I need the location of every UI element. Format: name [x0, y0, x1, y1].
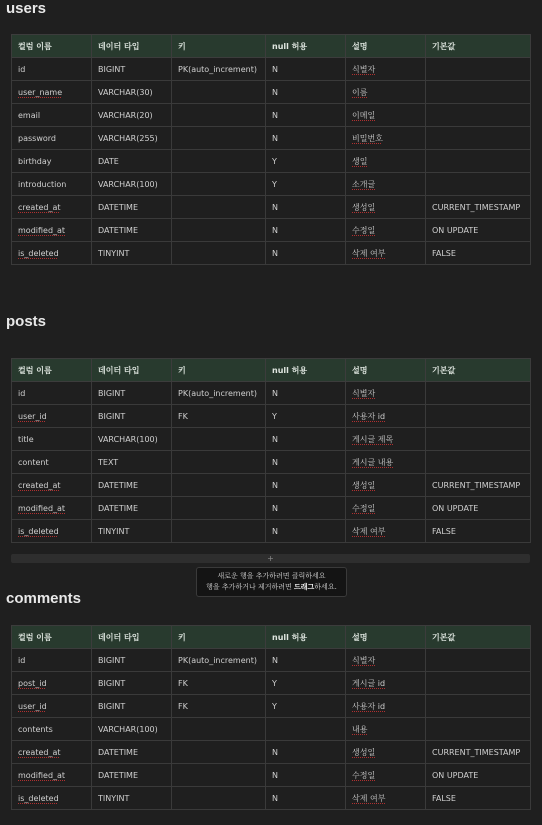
plus-icon: +: [267, 554, 274, 563]
cell-key[interactable]: [172, 672, 266, 695]
cell-description[interactable]: [346, 127, 426, 150]
cell-text: password: [18, 133, 56, 143]
cell-text: FALSE: [432, 526, 456, 536]
header-default-value[interactable]: 기본값: [426, 626, 531, 649]
cell-key[interactable]: [172, 150, 266, 173]
cell-key[interactable]: [172, 764, 266, 787]
cell-data-type[interactable]: [92, 764, 172, 787]
cell-description[interactable]: [346, 672, 426, 695]
cell-text: FALSE: [432, 793, 456, 803]
cell-text: N: [272, 248, 278, 258]
cell-text: N: [272, 434, 278, 444]
cell-column-name[interactable]: [12, 718, 92, 741]
header-column-name[interactable]: 컬럼 이름: [12, 626, 92, 649]
cell-description[interactable]: [346, 787, 426, 810]
cell-data-type[interactable]: [92, 672, 172, 695]
cell-text: 이메일: [352, 110, 376, 120]
header-description[interactable]: 설명: [346, 35, 426, 58]
cell-description[interactable]: [346, 695, 426, 718]
cell-text: VARCHAR(100): [98, 179, 158, 189]
cell-key[interactable]: [172, 428, 266, 451]
cell-text: N: [272, 110, 278, 120]
cell-key[interactable]: [172, 58, 266, 81]
cell-text: N: [272, 503, 278, 513]
cell-text: modified_at: [18, 225, 66, 235]
cell-text: BIGINT: [98, 64, 126, 74]
cell-description[interactable]: [346, 428, 426, 451]
cell-nullable[interactable]: [266, 497, 346, 520]
cell-data-type[interactable]: [92, 150, 172, 173]
table-row: [12, 474, 531, 497]
table-row: [12, 81, 531, 104]
cell-nullable[interactable]: [266, 474, 346, 497]
cell-column-name[interactable]: [12, 196, 92, 219]
cell-text: 식별자: [352, 655, 376, 665]
cell-default-value[interactable]: [426, 219, 531, 242]
cell-data-type[interactable]: [92, 649, 172, 672]
cell-text: VARCHAR(100): [98, 434, 158, 444]
table-row: [12, 764, 531, 787]
posts-title: posts: [6, 313, 47, 330]
cell-data-type[interactable]: [92, 520, 172, 543]
cell-data-type[interactable]: [92, 127, 172, 150]
cell-column-name[interactable]: [12, 58, 92, 81]
cell-data-type[interactable]: [92, 428, 172, 451]
cell-text: title: [18, 434, 34, 444]
cell-text: 수정일: [352, 503, 376, 513]
cell-key[interactable]: [172, 219, 266, 242]
cell-data-type[interactable]: [92, 219, 172, 242]
cell-text: modified_at: [18, 503, 66, 513]
cell-text: PK(auto_increment): [178, 388, 257, 398]
cell-text: CURRENT_TIMESTAMP: [432, 202, 521, 212]
cell-nullable[interactable]: [266, 405, 346, 428]
cell-description[interactable]: [346, 173, 426, 196]
cell-text: 소개글: [352, 179, 376, 189]
cell-default-value[interactable]: [426, 173, 531, 196]
header-nullable[interactable]: null 허용: [266, 359, 346, 382]
cell-default-value[interactable]: [426, 764, 531, 787]
cell-text: N: [272, 770, 278, 780]
cell-text: modified_at: [18, 770, 66, 780]
cell-text: Y: [272, 156, 277, 166]
cell-data-type[interactable]: [92, 741, 172, 764]
cell-text: N: [272, 202, 278, 212]
table-row: [12, 242, 531, 265]
cell-text: post_id: [18, 678, 47, 688]
cell-description[interactable]: [346, 219, 426, 242]
cell-description[interactable]: [346, 718, 426, 741]
cell-text: BIGINT: [98, 701, 126, 711]
header-row: [12, 359, 531, 382]
cell-text: introduction: [18, 179, 67, 189]
cell-text: N: [272, 480, 278, 490]
cell-description[interactable]: [346, 150, 426, 173]
cell-text: created_at: [18, 747, 61, 757]
cell-key[interactable]: [172, 787, 266, 810]
cell-key[interactable]: [172, 382, 266, 405]
cell-description[interactable]: [346, 649, 426, 672]
cell-text: DATETIME: [98, 770, 139, 780]
table-row: [12, 196, 531, 219]
cell-data-type[interactable]: [92, 718, 172, 741]
cell-text: BIGINT: [98, 655, 126, 665]
cell-default-value[interactable]: [426, 405, 531, 428]
cell-text: 게시글 내용: [352, 457, 394, 467]
cell-text: 비밀번호: [352, 133, 383, 143]
table-row: [12, 520, 531, 543]
cell-default-value[interactable]: [426, 382, 531, 405]
cell-text: Y: [272, 411, 277, 421]
header-description[interactable]: 설명: [346, 626, 426, 649]
cell-text: created_at: [18, 202, 61, 212]
cell-key[interactable]: [172, 242, 266, 265]
cell-column-name[interactable]: [12, 242, 92, 265]
cell-nullable[interactable]: [266, 718, 346, 741]
header-data-type[interactable]: 데이터 타입: [92, 35, 172, 58]
cell-text: 생일: [352, 156, 368, 166]
cell-default-value[interactable]: [426, 672, 531, 695]
cell-default-value[interactable]: [426, 787, 531, 810]
cell-text: N: [272, 87, 278, 97]
table-row: [12, 405, 531, 428]
cell-text: PK(auto_increment): [178, 64, 257, 74]
cell-default-value[interactable]: [426, 428, 531, 451]
cell-description[interactable]: [346, 104, 426, 127]
cell-column-name[interactable]: [12, 127, 92, 150]
cell-data-type[interactable]: [92, 104, 172, 127]
cell-column-name[interactable]: [12, 649, 92, 672]
cell-text: id: [18, 388, 26, 398]
cell-data-type[interactable]: [92, 405, 172, 428]
cell-default-value[interactable]: [426, 497, 531, 520]
cell-key[interactable]: [172, 104, 266, 127]
cell-text: is_deleted: [18, 248, 59, 258]
table-row: [12, 787, 531, 810]
cell-text: CURRENT_TIMESTAMP: [432, 747, 521, 757]
cell-key[interactable]: [172, 520, 266, 543]
cell-default-value[interactable]: [426, 520, 531, 543]
cell-key[interactable]: [172, 451, 266, 474]
table-row: [12, 104, 531, 127]
cell-text: 수정일: [352, 770, 376, 780]
table-row: [12, 718, 531, 741]
cell-nullable[interactable]: [266, 428, 346, 451]
cell-nullable[interactable]: [266, 173, 346, 196]
cell-default-value[interactable]: [426, 104, 531, 127]
cell-text: N: [272, 747, 278, 757]
cell-column-name[interactable]: [12, 497, 92, 520]
cell-nullable[interactable]: [266, 764, 346, 787]
header-data-type[interactable]: 데이터 타입: [92, 359, 172, 382]
cell-text: user_id: [18, 701, 47, 711]
cell-text: 삭제 여부: [352, 793, 386, 803]
cell-column-name[interactable]: [12, 81, 92, 104]
cell-nullable[interactable]: [266, 382, 346, 405]
cell-nullable[interactable]: [266, 150, 346, 173]
cell-text: 삭제 여부: [352, 248, 386, 258]
cell-text: N: [272, 133, 278, 143]
cell-text: DATETIME: [98, 225, 139, 235]
cell-text: DATE: [98, 156, 119, 166]
cell-text: ON UPDATE: [432, 770, 479, 780]
header-column-name[interactable]: 컬럼 이름: [12, 359, 92, 382]
cell-text: BIGINT: [98, 678, 126, 688]
tooltip-line-2: 행을 추가하거나 제거하려면 드래그하세요.: [206, 583, 337, 591]
cell-text: 사용자 id: [352, 701, 386, 711]
cell-key[interactable]: [172, 127, 266, 150]
cell-text: VARCHAR(100): [98, 724, 158, 734]
cell-description[interactable]: [346, 520, 426, 543]
cell-text: PK(auto_increment): [178, 655, 257, 665]
header-default-value[interactable]: 기본값: [426, 359, 531, 382]
table-row: [12, 382, 531, 405]
cell-text: 게시글 id: [352, 678, 386, 688]
cell-default-value[interactable]: [426, 127, 531, 150]
cell-default-value[interactable]: [426, 81, 531, 104]
cell-key[interactable]: [172, 405, 266, 428]
cell-text: contents: [18, 724, 53, 734]
cell-data-type[interactable]: [92, 787, 172, 810]
cell-text: Y: [272, 701, 277, 711]
cell-text: created_at: [18, 480, 61, 490]
table-row: [12, 497, 531, 520]
cell-text: 식별자: [352, 388, 376, 398]
cell-key[interactable]: [172, 173, 266, 196]
cell-text: FK: [178, 678, 188, 688]
cell-text: FK: [178, 701, 188, 711]
cell-column-name[interactable]: [12, 219, 92, 242]
header-description[interactable]: 설명: [346, 359, 426, 382]
cell-text: 식별자: [352, 64, 376, 74]
cell-text: 삭제 여부: [352, 526, 386, 536]
table-row: [12, 672, 531, 695]
cell-default-value[interactable]: [426, 196, 531, 219]
cell-key[interactable]: [172, 649, 266, 672]
cell-column-name[interactable]: [12, 173, 92, 196]
cell-key[interactable]: [172, 718, 266, 741]
cell-description[interactable]: [346, 741, 426, 764]
cell-key[interactable]: [172, 741, 266, 764]
cell-nullable[interactable]: [266, 649, 346, 672]
cell-nullable[interactable]: [266, 104, 346, 127]
table-row: [12, 173, 531, 196]
cell-text: email: [18, 110, 41, 120]
cell-column-name[interactable]: [12, 451, 92, 474]
cell-text: TINYINT: [98, 526, 130, 536]
table-row: [12, 219, 531, 242]
cell-text: ON UPDATE: [432, 225, 479, 235]
cell-description[interactable]: [346, 196, 426, 219]
cell-data-type[interactable]: [92, 173, 172, 196]
cell-key[interactable]: [172, 196, 266, 219]
table-row: [12, 695, 531, 718]
cell-column-name[interactable]: [12, 520, 92, 543]
cell-text: N: [272, 457, 278, 467]
cell-text: FK: [178, 411, 188, 421]
cell-text: 생성일: [352, 202, 376, 212]
cell-text: CURRENT_TIMESTAMP: [432, 480, 521, 490]
cell-default-value[interactable]: [426, 649, 531, 672]
cell-description[interactable]: [346, 242, 426, 265]
cell-nullable[interactable]: [266, 520, 346, 543]
cell-description[interactable]: [346, 451, 426, 474]
cell-key[interactable]: [172, 695, 266, 718]
tooltip-line-1: 새로운 행을 추가하려면 클릭하세요: [217, 572, 326, 580]
cell-description[interactable]: [346, 497, 426, 520]
header-row: [12, 35, 531, 58]
cell-text: N: [272, 388, 278, 398]
cell-data-type[interactable]: [92, 451, 172, 474]
header-nullable[interactable]: null 허용: [266, 626, 346, 649]
cell-column-name[interactable]: [12, 150, 92, 173]
cell-nullable[interactable]: [266, 787, 346, 810]
cell-nullable[interactable]: [266, 695, 346, 718]
cell-data-type[interactable]: [92, 695, 172, 718]
cell-nullable[interactable]: [266, 741, 346, 764]
users-table: [11, 34, 531, 265]
add-row-button[interactable]: [11, 554, 530, 563]
table-row: [12, 741, 531, 764]
cell-text: Y: [272, 179, 277, 189]
table-row: [12, 127, 531, 150]
cell-text: 생성일: [352, 480, 376, 490]
table-row: [12, 58, 531, 81]
header-default-value[interactable]: 기본값: [426, 35, 531, 58]
cell-text: DATETIME: [98, 480, 139, 490]
cell-text: 이름: [352, 87, 368, 97]
cell-text: N: [272, 526, 278, 536]
cell-text: is_deleted: [18, 793, 59, 803]
cell-column-name[interactable]: [12, 428, 92, 451]
users-title: users: [6, 0, 47, 17]
posts-table: [11, 358, 531, 543]
cell-column-name[interactable]: [12, 405, 92, 428]
cell-text: id: [18, 64, 26, 74]
table-row: [12, 428, 531, 451]
cell-key[interactable]: [172, 81, 266, 104]
cell-default-value[interactable]: [426, 242, 531, 265]
cell-column-name[interactable]: [12, 764, 92, 787]
cell-data-type[interactable]: [92, 474, 172, 497]
cell-description[interactable]: [346, 382, 426, 405]
cell-description[interactable]: [346, 405, 426, 428]
cell-column-name[interactable]: [12, 695, 92, 718]
cell-column-name[interactable]: [12, 382, 92, 405]
cell-text: DATETIME: [98, 202, 139, 212]
cell-text: VARCHAR(30): [98, 87, 153, 97]
cell-data-type[interactable]: [92, 242, 172, 265]
table-row: [12, 649, 531, 672]
cell-default-value[interactable]: [426, 150, 531, 173]
table-row: [12, 451, 531, 474]
comments-table: [11, 625, 531, 810]
cell-text: TINYINT: [98, 793, 130, 803]
cell-text: VARCHAR(255): [98, 133, 158, 143]
cell-column-name[interactable]: [12, 474, 92, 497]
header-nullable[interactable]: null 허용: [266, 35, 346, 58]
cell-text: DATETIME: [98, 503, 139, 513]
cell-data-type[interactable]: [92, 196, 172, 219]
cell-key[interactable]: [172, 474, 266, 497]
cell-text: user_name: [18, 87, 63, 97]
cell-nullable[interactable]: [266, 242, 346, 265]
cell-column-name[interactable]: [12, 787, 92, 810]
cell-data-type[interactable]: [92, 58, 172, 81]
header-data-type[interactable]: 데이터 타입: [92, 626, 172, 649]
table-row: [12, 150, 531, 173]
cell-description[interactable]: [346, 764, 426, 787]
cell-nullable[interactable]: [266, 219, 346, 242]
cell-text: user_id: [18, 411, 47, 421]
cell-text: TEXT: [98, 457, 119, 467]
cell-nullable[interactable]: [266, 451, 346, 474]
cell-description[interactable]: [346, 81, 426, 104]
cell-text: BIGINT: [98, 411, 126, 421]
cell-text: N: [272, 655, 278, 665]
cell-default-value[interactable]: [426, 474, 531, 497]
cell-text: N: [272, 225, 278, 235]
cell-default-value[interactable]: [426, 718, 531, 741]
comments-title: comments: [6, 590, 82, 607]
cell-text: birthday: [18, 156, 52, 166]
cell-text: 게시글 제목: [352, 434, 394, 444]
cell-text: 수정일: [352, 225, 376, 235]
cell-text: VARCHAR(20): [98, 110, 153, 120]
cell-nullable[interactable]: [266, 672, 346, 695]
cell-text: FALSE: [432, 248, 456, 258]
cell-data-type[interactable]: [92, 497, 172, 520]
cell-text: id: [18, 655, 26, 665]
cell-text: Y: [272, 678, 277, 688]
cell-default-value[interactable]: [426, 741, 531, 764]
cell-text: is_deleted: [18, 526, 59, 536]
cell-text: 내용: [352, 724, 368, 734]
cell-text: 생성일: [352, 747, 376, 757]
cell-column-name[interactable]: [12, 741, 92, 764]
cell-default-value[interactable]: [426, 58, 531, 81]
cell-text: BIGINT: [98, 388, 126, 398]
cell-nullable[interactable]: [266, 58, 346, 81]
header-key[interactable]: 키: [172, 626, 266, 649]
cell-default-value[interactable]: [426, 451, 531, 474]
cell-text: ON UPDATE: [432, 503, 479, 513]
cell-nullable[interactable]: [266, 127, 346, 150]
add-row-tooltip: [196, 567, 347, 597]
cell-text: N: [272, 64, 278, 74]
cell-text: content: [18, 457, 49, 467]
cell-nullable[interactable]: [266, 196, 346, 219]
cell-data-type[interactable]: [92, 382, 172, 405]
cell-text: 사용자 id: [352, 411, 386, 421]
cell-data-type[interactable]: [92, 81, 172, 104]
cell-column-name[interactable]: [12, 672, 92, 695]
cell-key[interactable]: [172, 497, 266, 520]
header-key[interactable]: 키: [172, 35, 266, 58]
cell-default-value[interactable]: [426, 695, 531, 718]
cell-text: TINYINT: [98, 248, 130, 258]
cell-text: N: [272, 793, 278, 803]
cell-description[interactable]: [346, 58, 426, 81]
header-row: [12, 626, 531, 649]
cell-nullable[interactable]: [266, 81, 346, 104]
header-key[interactable]: 키: [172, 359, 266, 382]
cell-column-name[interactable]: [12, 104, 92, 127]
cell-text: DATETIME: [98, 747, 139, 757]
header-column-name[interactable]: 컬럼 이름: [12, 35, 92, 58]
cell-description[interactable]: [346, 474, 426, 497]
